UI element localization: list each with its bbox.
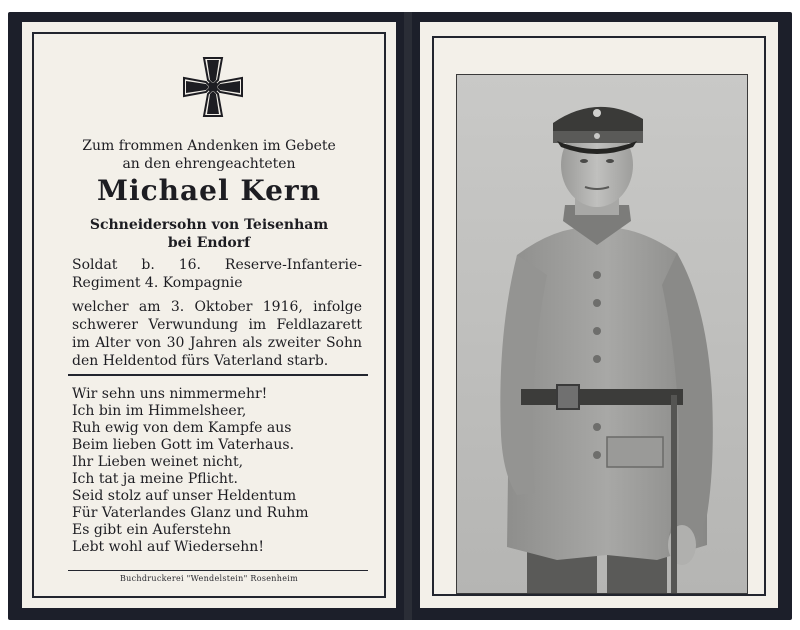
soldier-portrait xyxy=(456,74,748,594)
origin-text xyxy=(22,216,396,252)
intro-line-2: an den ehrengeachteten xyxy=(122,156,296,172)
poem-line: Ich bin im Himmelsheer, xyxy=(72,403,247,419)
card-fold xyxy=(404,12,412,620)
unit-text: Soldat b. 16. Reserve-Infanterie-Regiment 4. Kompagnie xyxy=(72,257,362,291)
poem-line: Seid stolz auf unser Heldentum xyxy=(72,488,297,504)
poem-line: Ruh ewig von dem Kampfe aus xyxy=(72,420,292,436)
origin-line-2: bei Endorf xyxy=(167,235,251,251)
intro-line-1: Zum frommen Andenken im Gebete xyxy=(82,138,336,154)
poem-line: Lebt wohl auf Wiedersehn! xyxy=(72,539,264,555)
origin-line-1: Schneidersohn von Teisenham xyxy=(89,217,329,233)
poem-line: Ihr Lieben weinet nicht, xyxy=(72,454,244,470)
poem-line: Wir sehn uns nimmermehr! xyxy=(72,386,268,402)
intro-text xyxy=(22,137,396,173)
poem-line: Beim lieben Gott im Vaterhaus. xyxy=(72,437,295,453)
poem xyxy=(72,386,372,556)
soldier-figure-icon xyxy=(457,75,747,593)
iron-cross-icon xyxy=(182,56,244,118)
deceased-name: Michael Kern xyxy=(96,174,322,207)
death-text: welcher am 3. Oktober 1916, infolge schwerer Verwundung im Feldlazarett im Alter von 30 Jahren als zweiter Sohn den Heldentod fürs Vaterland starb. xyxy=(72,299,362,369)
bottom-divider xyxy=(68,570,368,571)
text-panel xyxy=(22,22,396,608)
poem-line: Für Vaterlandes Glanz und Ruhm xyxy=(72,505,309,521)
memorial-card xyxy=(8,12,792,620)
divider xyxy=(68,374,368,376)
printer-imprint: Buchdruckerei "Wendelstein" Rosenheim xyxy=(120,574,298,583)
photo-panel xyxy=(420,22,778,608)
poem-line: Ich tat ja meine Pflicht. xyxy=(72,471,238,487)
poem-line: Es gibt ein Auferstehn xyxy=(72,522,231,538)
